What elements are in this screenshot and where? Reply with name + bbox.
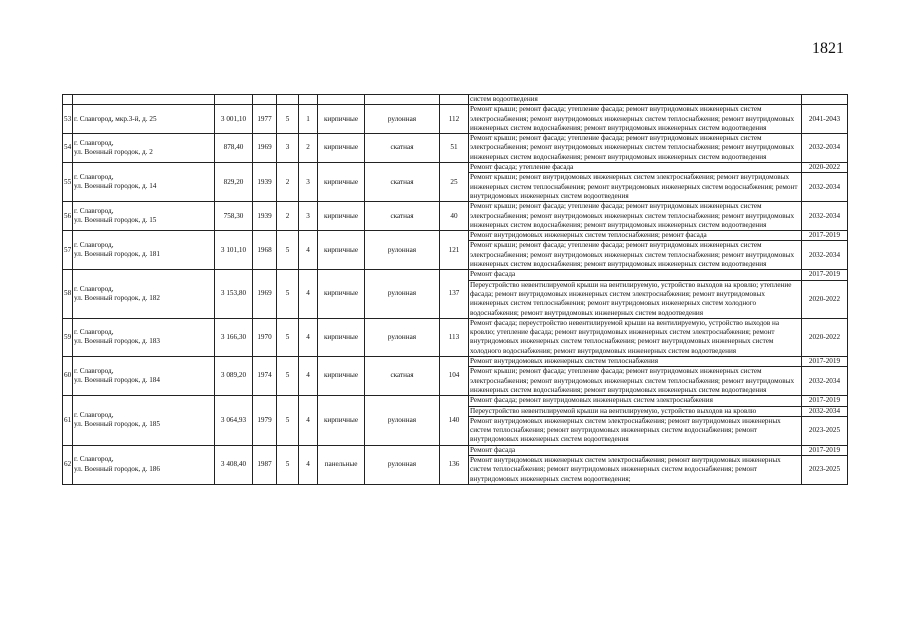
- work-period: 2017-2019: [802, 396, 848, 406]
- floors-count: 5: [277, 270, 299, 318]
- floors-count: 2: [277, 163, 299, 202]
- floors-count: 5: [277, 357, 299, 396]
- wall-material: панельные: [318, 445, 365, 484]
- build-year: 1979: [253, 396, 277, 445]
- work-description: Ремонт внутридомовых инженерных систем теплоснабжения; ремонт фасада: [469, 231, 802, 241]
- total-area: 3 101,10: [215, 231, 253, 270]
- work-period: 2020-2022: [802, 280, 848, 318]
- address-line: г. Славгород,: [74, 206, 114, 215]
- build-year: 1987: [253, 445, 277, 484]
- roof-type: скатная: [365, 357, 440, 396]
- wall-material: кирпичные: [318, 134, 365, 163]
- roof-type: скатная: [365, 134, 440, 163]
- work-description: Ремонт крыши; ремонт фасада; утепление фасада; ремонт внутридомовых инженерных систем электроснабжения; ремонт внутридомовых инженерных систем теплоснабжения; ремонт внутридомовых инженерных систем водоснабжения; ремонт внутридомовых инженерных систем водоотведения: [469, 105, 802, 134]
- work-period: 2032-2034: [802, 173, 848, 202]
- work-description: Переустройство невентилируемой крыши на вентилируемую, устройство выходов на кровлю: [469, 406, 802, 416]
- roof-type: рулонная: [365, 105, 440, 134]
- work-description: Ремонт крыши; ремонт фасада; утепление фасада; ремонт внутридомовых инженерных систем электроснабжения; ремонт внутридомовых инженерных систем теплоснабжения; ремонт внутридомовых инженерных систем водоснабжения; ремонт внутридомовых инженерных систем водоотведения: [469, 134, 802, 163]
- work-period: 2041-2043: [802, 105, 848, 134]
- address-line: г. Славгород,: [74, 366, 114, 375]
- table-row: [63, 202, 848, 231]
- work-period: 2032-2034: [802, 241, 848, 270]
- entrances-count: 3: [299, 163, 318, 202]
- work-period: 2023-2025: [802, 416, 848, 445]
- address-line: ул. Военный городок, д. 186: [74, 464, 160, 473]
- wall-material: кирпичные: [318, 163, 365, 202]
- address-line: ул. Военный городок, д. 14: [74, 182, 157, 191]
- work-description: Ремонт внутридомовых инженерных систем электроснабжения; ремонт внутридомовых инженерных систем теплоснабжения; ремонт внутридомовых инженерных систем водоснабжения; ремонт внутридомовых инженерных систем водоотведения: [469, 416, 802, 445]
- address-line: ул. Военный городок, д. 2: [74, 148, 153, 157]
- row-number: 57: [63, 231, 73, 270]
- row-number: 58: [63, 270, 73, 318]
- address-line: г. Славгород,: [74, 284, 114, 293]
- address-line: г. Славгород, мкр.3-й, д. 25: [74, 114, 157, 123]
- work-period: 2020-2022: [802, 163, 848, 173]
- apartments-count: 40: [440, 202, 469, 231]
- work-description: Ремонт внутридомовых инженерных систем электроснабжения; ремонт внутридомовых инженерных систем теплоснабжения; ремонт внутридомовых инженерных систем водоснабжения; ремонт внутридомовых инженерных систем водоотведения;: [469, 455, 802, 484]
- floors-count: 5: [277, 318, 299, 356]
- address-line: ул. Военный городок, д. 185: [74, 420, 160, 429]
- entrances-count: 4: [299, 396, 318, 445]
- total-area: 3 408,40: [215, 445, 253, 484]
- wall-material: кирпичные: [318, 270, 365, 318]
- wall-material: кирпичные: [318, 202, 365, 231]
- table-row: [63, 270, 848, 280]
- roof-type: рулонная: [365, 445, 440, 484]
- apartments-count: 104: [440, 357, 469, 396]
- work-period: 2023-2025: [802, 455, 848, 484]
- apartments-count: 25: [440, 163, 469, 202]
- apartments-count: 112: [440, 105, 469, 134]
- page-number: 1821: [812, 40, 844, 57]
- floors-count: 5: [277, 396, 299, 445]
- table-row-continuation: [63, 95, 848, 105]
- row-number: 56: [63, 202, 73, 231]
- table-row: [63, 357, 848, 367]
- table-row: [63, 396, 848, 406]
- work-period: 2017-2019: [802, 445, 848, 455]
- wall-material: кирпичные: [318, 105, 365, 134]
- table-row: [63, 163, 848, 173]
- roof-type: рулонная: [365, 270, 440, 318]
- build-year: 1939: [253, 163, 277, 202]
- work-period: 2017-2019: [802, 270, 848, 280]
- build-year: 1970: [253, 318, 277, 356]
- work-period: 2017-2019: [802, 231, 848, 241]
- apartments-count: 51: [440, 134, 469, 163]
- table-row: [63, 231, 848, 241]
- floors-count: 3: [277, 134, 299, 163]
- address-line: ул. Военный городок, д. 181: [74, 250, 160, 259]
- roof-type: скатная: [365, 163, 440, 202]
- floors-count: 5: [277, 105, 299, 134]
- work-description: Ремонт фасада; ремонт внутридомовых инженерных систем электроснабжения: [469, 396, 802, 406]
- work-description: Ремонт фасада: [469, 445, 802, 455]
- total-area: 878,40: [215, 134, 253, 163]
- entrances-count: 4: [299, 357, 318, 396]
- apartments-count: 113: [440, 318, 469, 356]
- work-period: 2017-2019: [802, 357, 848, 367]
- total-area: 3 153,80: [215, 270, 253, 318]
- apartments-count: 136: [440, 445, 469, 484]
- build-year: 1969: [253, 270, 277, 318]
- table-row: [63, 445, 848, 455]
- work-period: 2032-2034: [802, 367, 848, 396]
- address-line: г. Славгород,: [74, 240, 114, 249]
- work-description: Ремонт крыши; ремонт фасада; утепление фасада; ремонт внутридомовых инженерных систем электроснабжения; ремонт внутридомовых инженерных систем теплоснабжения; ремонт внутридомовых инженерных систем водоснабжения; ремонт внутридомовых инженерных систем водоотведения: [469, 202, 802, 231]
- work-description: Ремонт крыши; ремонт фасада; утепление фасада; ремонт внутридомовых инженерных систем электроснабжения; ремонт внутридомовых инженерных систем теплоснабжения; ремонт внутридомовых инженерных систем водоснабжения; ремонт внутридомовых инженерных систем водоотведения: [469, 367, 802, 396]
- roof-type: рулонная: [365, 231, 440, 270]
- address-cell: [73, 318, 215, 356]
- address-line: ул. Военный городок, д. 184: [74, 376, 160, 385]
- address-line: ул. Военный городок, д. 182: [74, 294, 160, 303]
- work-period: 2032-2034: [802, 134, 848, 163]
- address-line: г. Славгород,: [74, 328, 114, 337]
- address-cell: [73, 105, 215, 134]
- address-line: г. Славгород,: [74, 138, 114, 147]
- wall-material: кирпичные: [318, 231, 365, 270]
- work-description: систем водоотведения: [469, 95, 802, 105]
- address-cell: [73, 445, 215, 484]
- work-description: Переустройство невентилируемой крыши на вентилируемую, устройство выходов на кровлю; утепление фасада; ремонт внутридомовых инженерных систем электроснабжения; ремонт внутридомовых инженерных систем теплоснабжения; ремонт внутридомовых инженерных систем холодного водоснабжения; ремонт внутридомовых инженерных систем водоотведения: [469, 280, 802, 318]
- work-description: Ремонт крыши; ремонт фасада; утепление фасада; ремонт внутридомовых инженерных систем электроснабжения; ремонт внутридомовых инженерных систем теплоснабжения; ремонт внутридомовых инженерных систем водоснабжения; ремонт внутридомовых инженерных систем водоотведения: [469, 241, 802, 270]
- entrances-count: 4: [299, 445, 318, 484]
- wall-material: кирпичные: [318, 357, 365, 396]
- row-number: 59: [63, 318, 73, 356]
- address-cell: [73, 396, 215, 445]
- address-line: г. Славгород,: [74, 455, 114, 464]
- build-year: 1969: [253, 134, 277, 163]
- work-description: Ремонт фасада: [469, 270, 802, 280]
- total-area: 758,30: [215, 202, 253, 231]
- work-description: Ремонт фасада; утепление фасада: [469, 163, 802, 173]
- floors-count: 2: [277, 202, 299, 231]
- work-description: Ремонт фасада; переустройство невентилируемой крыши на вентилируемую, устройство выходов на кровлю; утепление фасада; ремонт внутридомовых инженерных систем электроснабжения; ремонт внутридомовых инженерных систем теплоснабжения; ремонт внутридомовых инженерных систем холодного водоснабжения; ремонт внутридомовых инженерных систем водоотведения: [469, 318, 802, 356]
- build-year: 1939: [253, 202, 277, 231]
- address-cell: [73, 202, 215, 231]
- apartments-count: 140: [440, 396, 469, 445]
- work-period: 2020-2022: [802, 318, 848, 356]
- entrances-count: 1: [299, 105, 318, 134]
- table-row: [63, 318, 848, 356]
- build-year: 1968: [253, 231, 277, 270]
- wall-material: кирпичные: [318, 318, 365, 356]
- row-number: 60: [63, 357, 73, 396]
- total-area: 3 064,93: [215, 396, 253, 445]
- table-row: [63, 105, 848, 134]
- total-area: 3 166,30: [215, 318, 253, 356]
- total-area: 829,20: [215, 163, 253, 202]
- address-line: ул. Военный городок, д. 15: [74, 216, 157, 225]
- row-number: 53: [63, 105, 73, 134]
- entrances-count: 4: [299, 318, 318, 356]
- address-cell: [73, 163, 215, 202]
- table-row: [63, 134, 848, 163]
- wall-material: кирпичные: [318, 396, 365, 445]
- total-area: 3 001,10: [215, 105, 253, 134]
- work-period: 2032-2034: [802, 202, 848, 231]
- total-area: 3 089,20: [215, 357, 253, 396]
- entrances-count: 4: [299, 270, 318, 318]
- row-number: 55: [63, 163, 73, 202]
- row-number: 54: [63, 134, 73, 163]
- address-line: ул. Военный городок, д. 183: [74, 337, 160, 346]
- row-number: 61: [63, 396, 73, 445]
- address-line: г. Славгород,: [74, 172, 114, 181]
- address-cell: [73, 231, 215, 270]
- work-period: 2032-2034: [802, 406, 848, 416]
- floors-count: 5: [277, 231, 299, 270]
- roof-type: рулонная: [365, 318, 440, 356]
- work-description: Ремонт крыши; ремонт внутридомовых инженерных систем электроснабжения; ремонт внутридомовых инженерных систем теплоснабжения; ремонт внутридомовых инженерных систем водоснабжения; ремонт внутридомовых инженерных систем водоотведения: [469, 173, 802, 202]
- entrances-count: 2: [299, 134, 318, 163]
- address-cell: [73, 134, 215, 163]
- address-line: г. Славгород,: [74, 411, 114, 420]
- build-year: 1977: [253, 105, 277, 134]
- apartments-count: 137: [440, 270, 469, 318]
- row-number: 62: [63, 445, 73, 484]
- work-description: Ремонт внутридомовых инженерных систем теплоснабжения: [469, 357, 802, 367]
- build-year: 1974: [253, 357, 277, 396]
- roof-type: рулонная: [365, 396, 440, 445]
- address-cell: [73, 270, 215, 318]
- entrances-count: 3: [299, 202, 318, 231]
- apartments-count: 121: [440, 231, 469, 270]
- roof-type: скатная: [365, 202, 440, 231]
- floors-count: 5: [277, 445, 299, 484]
- housing-repair-table: [62, 94, 848, 485]
- address-cell: [73, 357, 215, 396]
- entrances-count: 4: [299, 231, 318, 270]
